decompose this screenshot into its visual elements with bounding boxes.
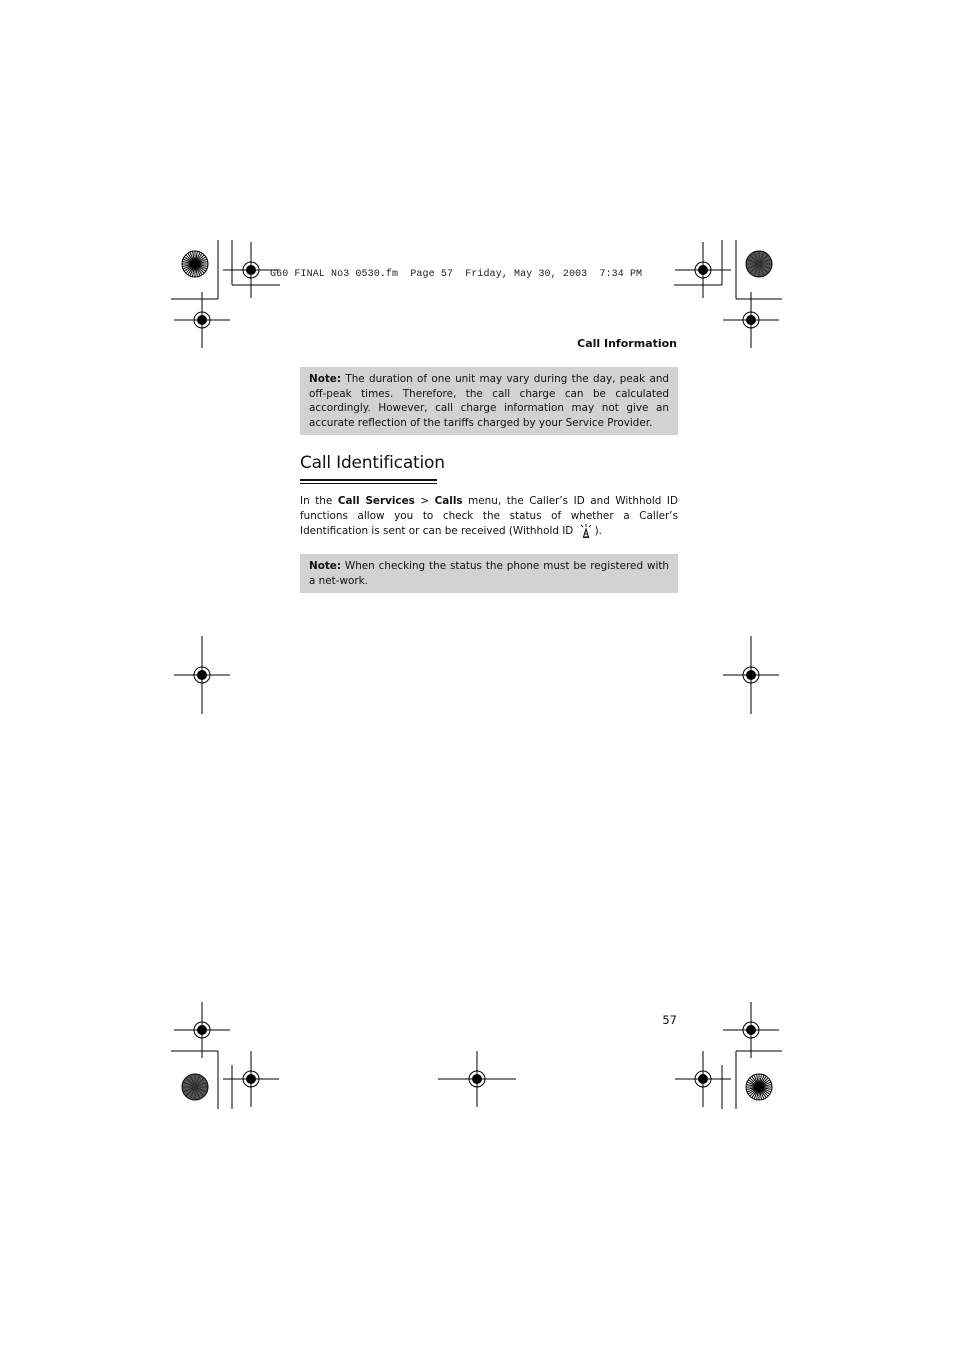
- menu-call-services: Call Services: [337, 495, 415, 507]
- note-box-tariffs: [300, 367, 678, 435]
- page-number: 57: [662, 1013, 677, 1027]
- section-body: In the Call Services > Calls menu, the Caller’s ID and Withhold ID functions allow you to check the status of whether a Caller’s Identification is sent or can be received (Withhold ID ).: [300, 494, 678, 542]
- print-slug: G60 FINAL No3 0530.fm Page 57 Friday, May 30, 2003 7:34 PM: [270, 269, 643, 280]
- note-box-registration: [300, 554, 678, 593]
- withhold-id-icon: [579, 524, 593, 543]
- running-head: Call Information: [577, 337, 677, 350]
- section-title: Call Identification: [300, 453, 445, 473]
- note-text: The duration of one unit may vary during the day, peak and off-peak times. Therefore, the call charge can be calculated accordingly. However, call charge information may not give an accurate reflection of the tariffs charged by your Service Provider.: [309, 373, 669, 429]
- title-underline: [300, 479, 437, 484]
- menu-calls: Calls: [434, 495, 463, 507]
- note-label: Note:: [309, 560, 342, 572]
- note-text: When checking the status the phone must be registered with a net-work.: [309, 560, 669, 587]
- note-label: Note:: [309, 373, 342, 385]
